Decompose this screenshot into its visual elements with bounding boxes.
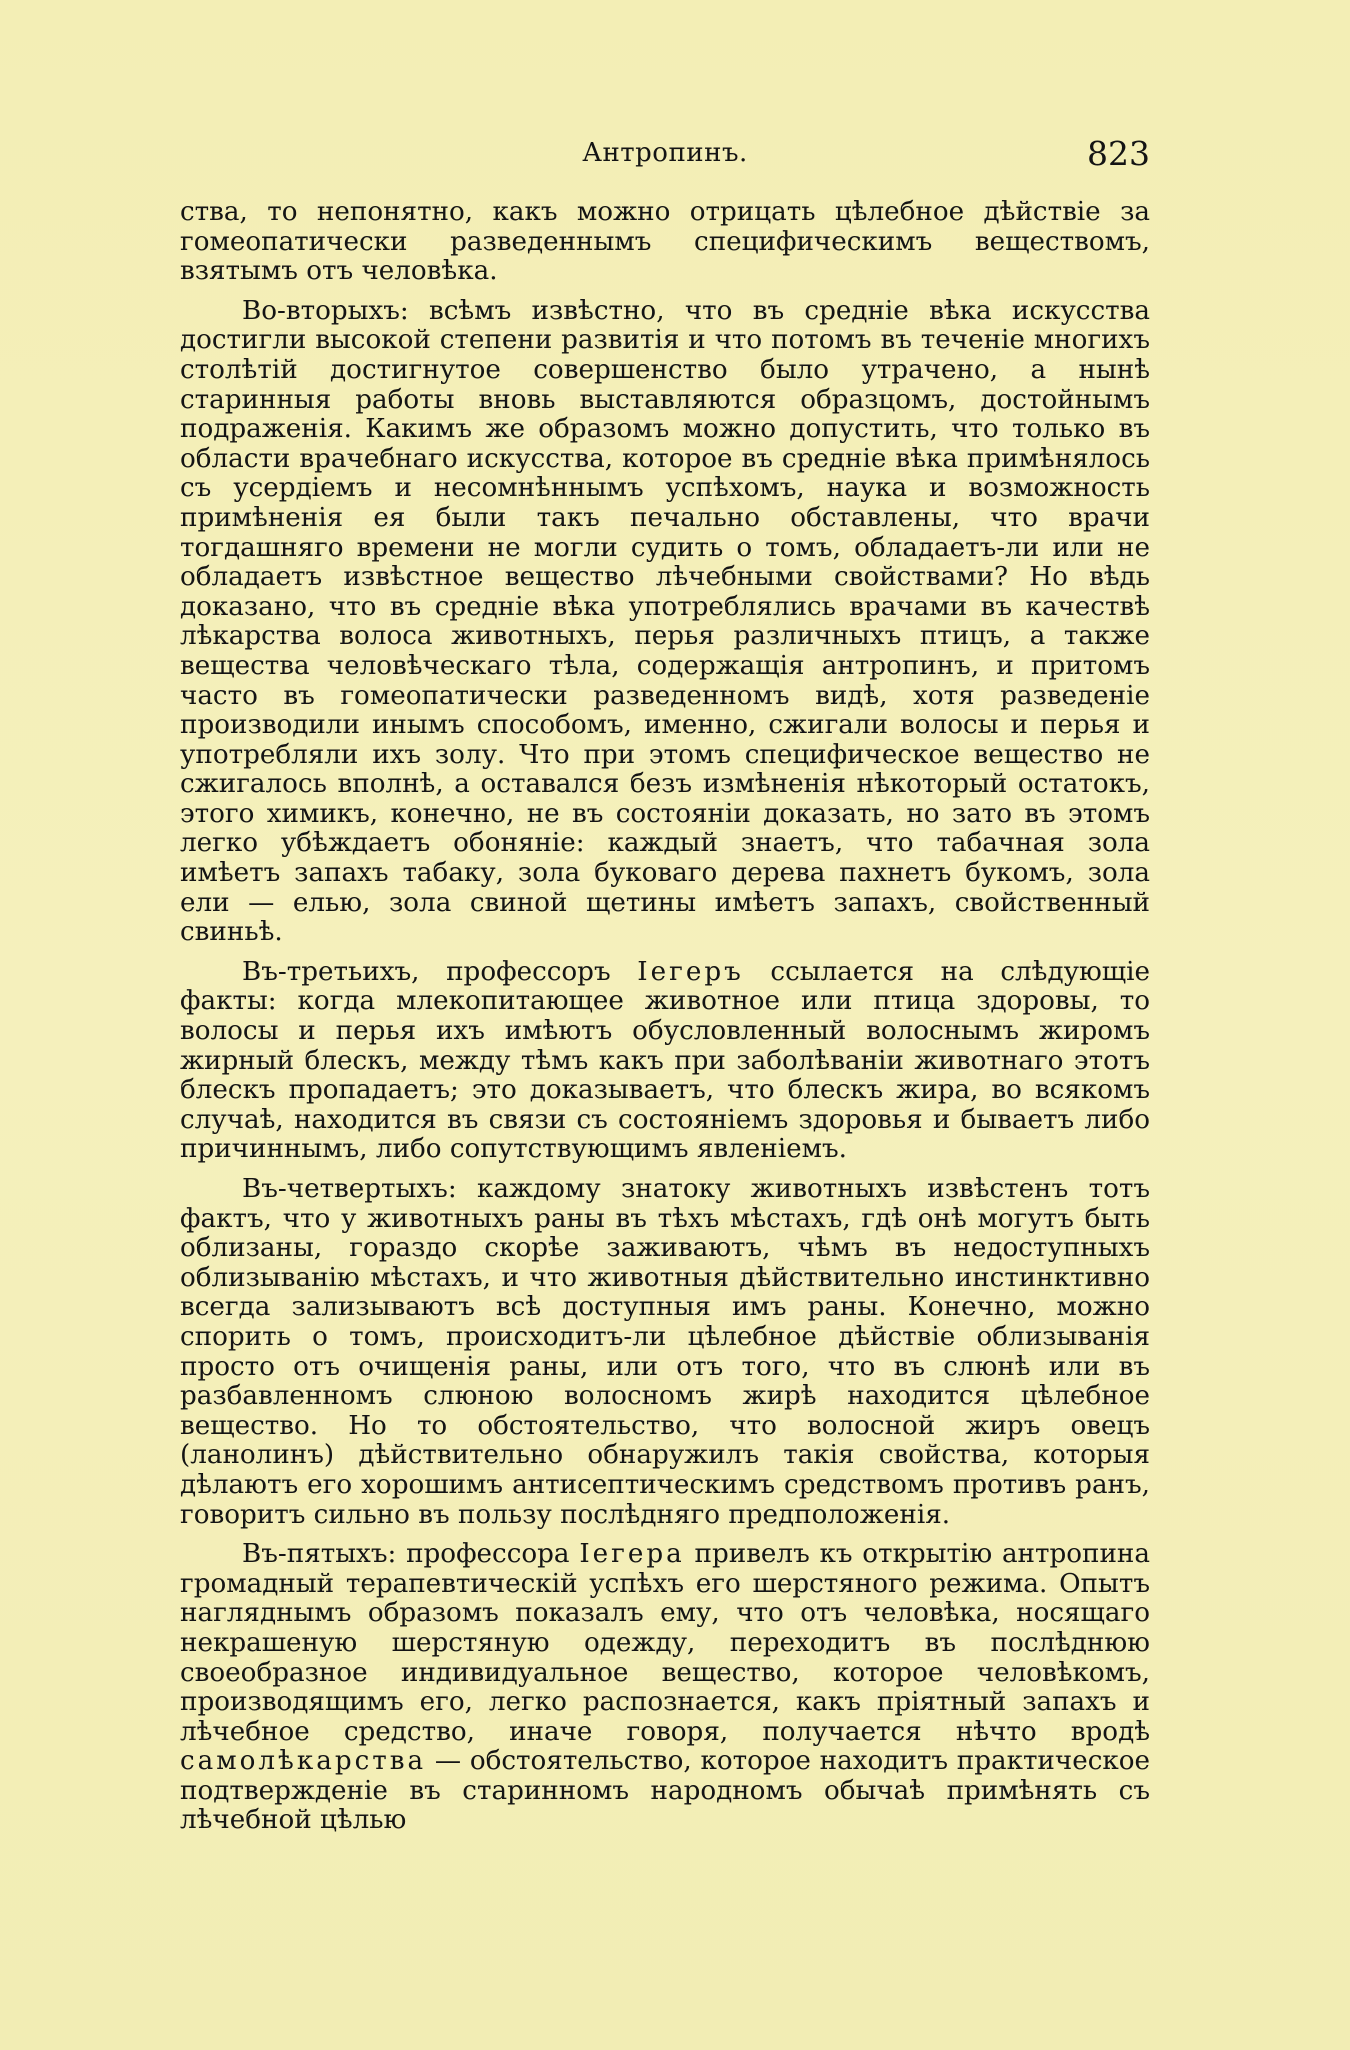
author-name-spaced: Iегеръ: [637, 956, 744, 987]
paragraph-third-point: [180, 958, 1150, 1165]
paragraph-text: — обстоятельство, которое находитъ практическое подтвержденіе въ старинномъ народномъ обычаѣ примѣнять съ лѣчебной цѣлью: [180, 1746, 1150, 1836]
page-header: [180, 134, 1150, 178]
page-number: 823: [1087, 134, 1150, 173]
paragraph-fourth-point: Въ-четвертыхъ: каждому знатоку животныхъ извѣстенъ тотъ фактъ, что у животныхъ раны въ тѣхъ мѣстахъ, гдѣ онѣ могутъ быть облизаны, гораздо скорѣе заживаютъ, чѣмъ въ недоступныхъ облизыванію мѣстахъ, и что животныя дѣйствительно инстинктивно всегда зализываютъ всѣ доступныя имъ раны. Конечно, можно спорить о томъ, происходитъ-ли цѣлебное дѣйствіе облизыванія просто отъ очищенія раны, или отъ того, что въ слюнѣ или въ разбавленномъ слюною волосномъ жирѣ находится цѣлебное вещество. Но то обстоятельство, что волосной жиръ овецъ (ланолинъ) дѣйствительно обнаружилъ такія свойства, которыя дѣлаютъ его хорошимъ антисептическимъ средствомъ противъ ранъ, говоритъ сильно въ пользу послѣдняго предположенія.: [180, 1174, 1150, 1530]
paragraph-second-point: Во-вторыхъ: всѣмъ извѣстно, что въ средніе вѣка искусства достигли высокой степени развитія и что потомъ въ теченіе многихъ столѣтій достигнутое совершенство было утрачено, а нынѣ старинныя работы вновь выставляются образцомъ, достойнымъ подраженія. Какимъ же образомъ можно допустить, что только въ области врачебнаго искусства, которое въ средніе вѣка примѣнялось съ усердіемъ и несомнѣннымъ успѣхомъ, наука и возможность примѣненія ея были такъ печально обставлены, что врачи тогдашняго времени не могли судить о томъ, обладаетъ-ли или не обладаетъ извѣстное вещество лѣчебными свойствами? Но вѣдь доказано, что въ средніе вѣка употреблялись врачами въ качествѣ лѣкарства волоса животныхъ, перья различныхъ птицъ, а также вещества человѣческаго тѣла, содержащія антропинъ, и притомъ часто въ гомеопатически разведенномъ видѣ, хотя разведеніе производили инымъ способомъ, именно, сжигали волосы и перья и употребляли ихъ золу. Что при этомъ специфическое вещество не сжигалось вполнѣ, а оставался безъ измѣненія нѣкоторый остатокъ, этого химикъ, конечно, не въ состояніи доказать, но зато въ этомъ легко убѣждаетъ обоняніе: каждый знаетъ, что табачная зола имѣетъ запахъ табаку, зола буковаго дерева пахнетъ букомъ, зола ели — елью, зола свиной щетины имѣетъ запахъ, свойственный свиньѣ.: [180, 295, 1150, 948]
page-body: [180, 198, 1150, 1846]
author-name-spaced: Iегера: [579, 1539, 685, 1570]
paragraph-text: привелъ къ открытію антропина громадный терапевтическій успѣхъ его шерстяного режима. Опытъ нагляднымъ образомъ показалъ ему, что отъ человѣка, носящаго некрашеную шерстяную одежду, переходитъ въ послѣднюю своеобразное индивидуальное вещество, которое человѣкомъ, производящимъ его, легко распознается, какъ пріятный запахъ и лѣчебное средство, иначе говоря, получается нѣчто вродѣ: [180, 1539, 1151, 1747]
paragraph-continuation: ства, то непонятно, какъ можно отрицать цѣлебное дѣйствіе за гомеопатически разведеннымъ специфическимъ веществомъ, взятымъ отъ человѣка.: [180, 197, 1150, 287]
emphasized-term: самолѣкарства: [180, 1746, 427, 1777]
paragraph-text: ссылается на слѣдующіе факты: когда млекопитающее животное или птица здоровы, то волосы и перья ихъ имѣютъ обусловленный волоснымъ жиромъ жирный блескъ, между тѣмъ какъ при заболѣваніи животнаго этотъ блескъ пропадаетъ; это доказываетъ, что блескъ жира, во всякомъ случаѣ, находится въ связи съ состояніемъ здоровья и бываетъ либо причиннымъ, либо сопутствующимъ явленіемъ.: [180, 956, 1151, 1165]
running-title: Антропинъ.: [582, 138, 748, 168]
paragraph-text: Въ-третьихъ, профессоръ: [242, 956, 638, 987]
paragraph-text: Въ-пятыхъ: профессора: [242, 1539, 580, 1570]
paragraph-fifth-point: [180, 1540, 1150, 1836]
